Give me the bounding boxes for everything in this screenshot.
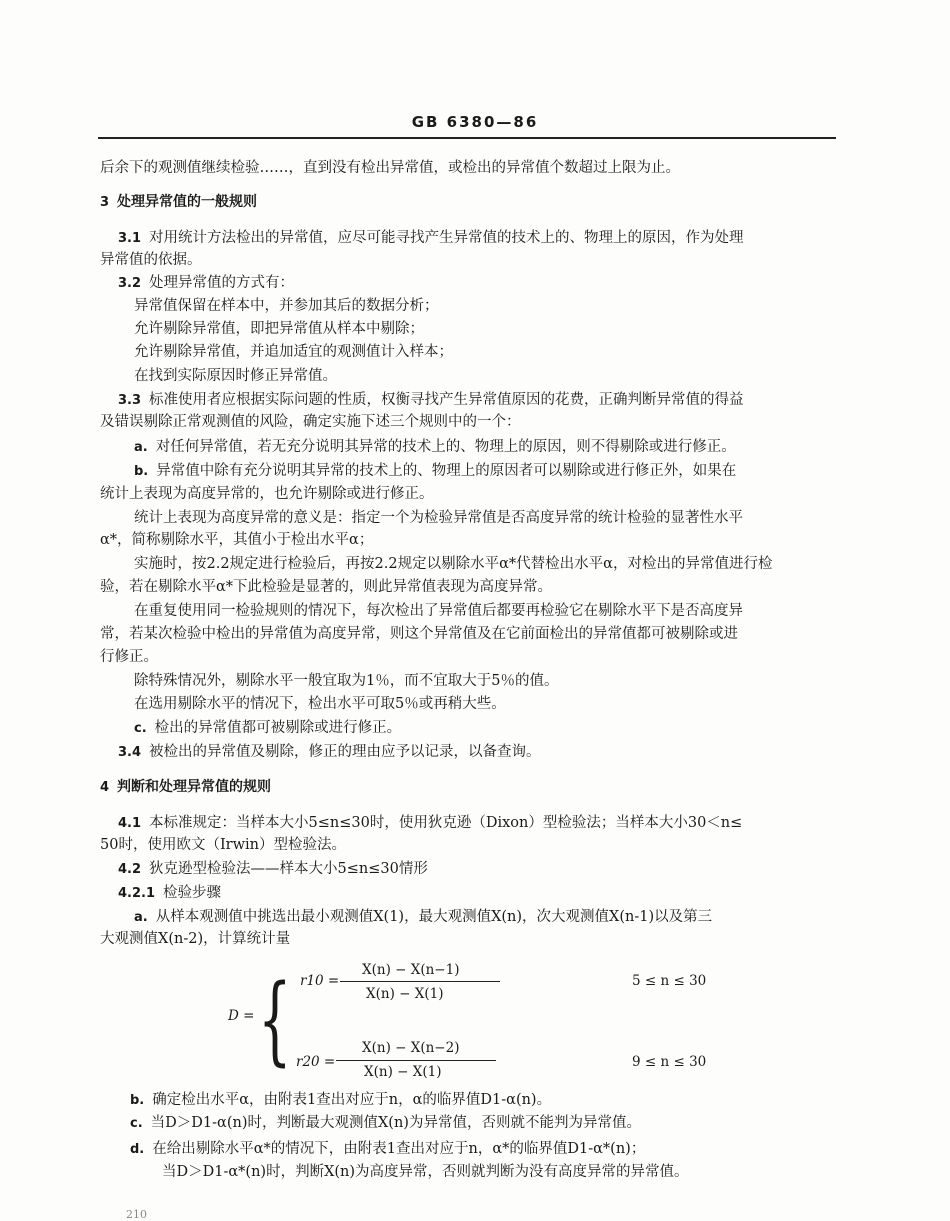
paragraph-line: 当D＞D1-α*(n)时，判断X(n)为高度异常，否则就判断为没有高度异常的异常值。 [162, 1164, 689, 1180]
formula-r10-numerator: X(n) − X(n−1) [362, 962, 460, 978]
list-line: 在找到实际原因时修正异常值。 [134, 368, 337, 384]
formula-r20-numerator: X(n) − X(n−2) [362, 1040, 460, 1056]
formula-r20-condition: 9 ≤ n ≤ 30 [632, 1054, 707, 1070]
clause-3-4: 3.4 被检出的异常值及剔除，修正的理由应予以记录，以备查询。 [118, 744, 541, 760]
step-b: b. 确定检出水平α，由附表1查出对应于n，α的临界值D1-α(n)。 [130, 1092, 552, 1108]
step-a: a. 从样本观测值中挑选出最小观测值X(1)，最大观测值X(n)，次大观测值X(n-1)以及第三 [134, 909, 713, 925]
paragraph-line: 异常值的依据。 [100, 252, 202, 268]
clause-3-3: 3.3 标准使用者应根据实际问题的性质，权衡寻找产生异常值原因的花费，正确判断异常值的得益 [118, 392, 744, 408]
clause-4-2: 4.2 狄克逊型检验法——样本大小5≤n≤30情形 [118, 861, 428, 877]
formula-d-label: D = [228, 1008, 255, 1024]
list-line: 允许剔除异常值，并追加适宜的观测值计入样本； [134, 344, 453, 360]
paragraph-line: 在选用剔除水平的情况下，检出水平可取5％或再稍大些。 [134, 696, 506, 712]
clause-3-1: 3.1 对用统计方法检出的异常值，应尽可能寻找产生异常值的技术上的、物理上的原因，作为处理 [118, 230, 744, 246]
paragraph-line: 统计上表现为高度异常的意义是：指定一个为检验异常值是否高度异常的统计检验的显著性水平 [134, 510, 743, 526]
paragraph-line: 行修正。 [100, 649, 158, 665]
paragraph-line: 在重复使用同一检验规则的情况下，每次检出了异常值后都要再检验它在剔除水平下是否高度异 [134, 603, 743, 619]
list-line: 允许剔除异常值，即把异常值从样本中剔除； [134, 321, 424, 337]
formula-r20-label: r20 = [296, 1054, 336, 1070]
step-d: d. 在给出剔除水平α*的情况下，由附表1查出对应于n，α*的临界值D1-α*(n)； [130, 1141, 646, 1157]
rule-c: c. 检出的异常值都可被剔除或进行修正。 [134, 720, 402, 736]
paragraph-line: α*，简称剔除水平，其值小于检出水平α； [100, 532, 374, 548]
paragraph-line: 验，若在剔除水平α*下此检验是显著的，则此异常值表现为高度异常。 [100, 579, 553, 595]
paragraph-line: 除特殊情况外，剔除水平一般宜取为1％，而不宜取大于5％的值。 [134, 673, 559, 689]
formula-r10-condition: 5 ≤ n ≤ 30 [632, 973, 707, 989]
paragraph-line: 及错误剔除正常观测值的风险，确定实施下述三个规则中的一个： [100, 414, 521, 430]
page-header: GB 6380—86 [411, 113, 539, 131]
formula-r10-label: r10 = [300, 973, 340, 989]
paragraph-line: 实施时，按2.2规定进行检验后，再按2.2规定以剔除水平α*代替检出水平α，对检出的异常值进行检 [134, 556, 773, 572]
rule-a: a. 对任何异常值，若无充分说明其异常的技术上的、物理上的原因，则不得剔除或进行修正。 [134, 439, 736, 455]
paragraph-line: 大观测值X(n-2)，计算统计量 [100, 931, 291, 947]
formula-brace: { [258, 964, 292, 1076]
formula-r20-fraction-bar [336, 1060, 496, 1061]
paragraph-line: 统计上表现为高度异常的，也允许剔除或进行修正。 [100, 486, 434, 502]
paragraph-line: 常，若某次检验中检出的异常值为高度异常，则这个异常值及在它前面检出的异常值都可被剔除或进 [100, 626, 738, 642]
formula-r10-denominator: X(n) − X(1) [366, 986, 444, 1002]
formula-r10-fraction-bar [340, 981, 500, 982]
formula-r20-denominator: X(n) − X(1) [364, 1064, 442, 1080]
section-4-heading: 4 判断和处理异常值的规则 [100, 779, 272, 795]
header-rule [98, 137, 836, 139]
clause-3-2: 3.2 处理异常值的方式有： [118, 275, 295, 291]
paragraph-line: 后余下的观测值继续检验……，直到没有检出异常值，或检出的异常值个数超过上限为止。 [100, 160, 680, 176]
section-3-heading: 3 处理异常值的一般规则 [100, 194, 258, 210]
clause-4-2-1: 4.2.1 检验步骤 [118, 885, 222, 901]
clause-4-1: 4.1 本标准规定：当样本大小5≤n≤30时，使用狄克逊（Dixon）型检验法；当样本大小30＜n≤ [118, 815, 743, 831]
step-c: c. 当D＞D1-α(n)时，判断最大观测值X(n)为异常值，否则就不能判为异常值。 [130, 1115, 641, 1131]
paragraph-line: 50时，使用欧文（Irwin）型检验法。 [100, 837, 346, 853]
page-number: 210 [126, 1208, 147, 1221]
list-line: 异常值保留在样本中，并参加其后的数据分析； [134, 298, 439, 314]
rule-b: b. 异常值中除有充分说明其异常的技术上的、物理上的原因者可以剔除或进行修正外，如果在 [134, 463, 737, 479]
